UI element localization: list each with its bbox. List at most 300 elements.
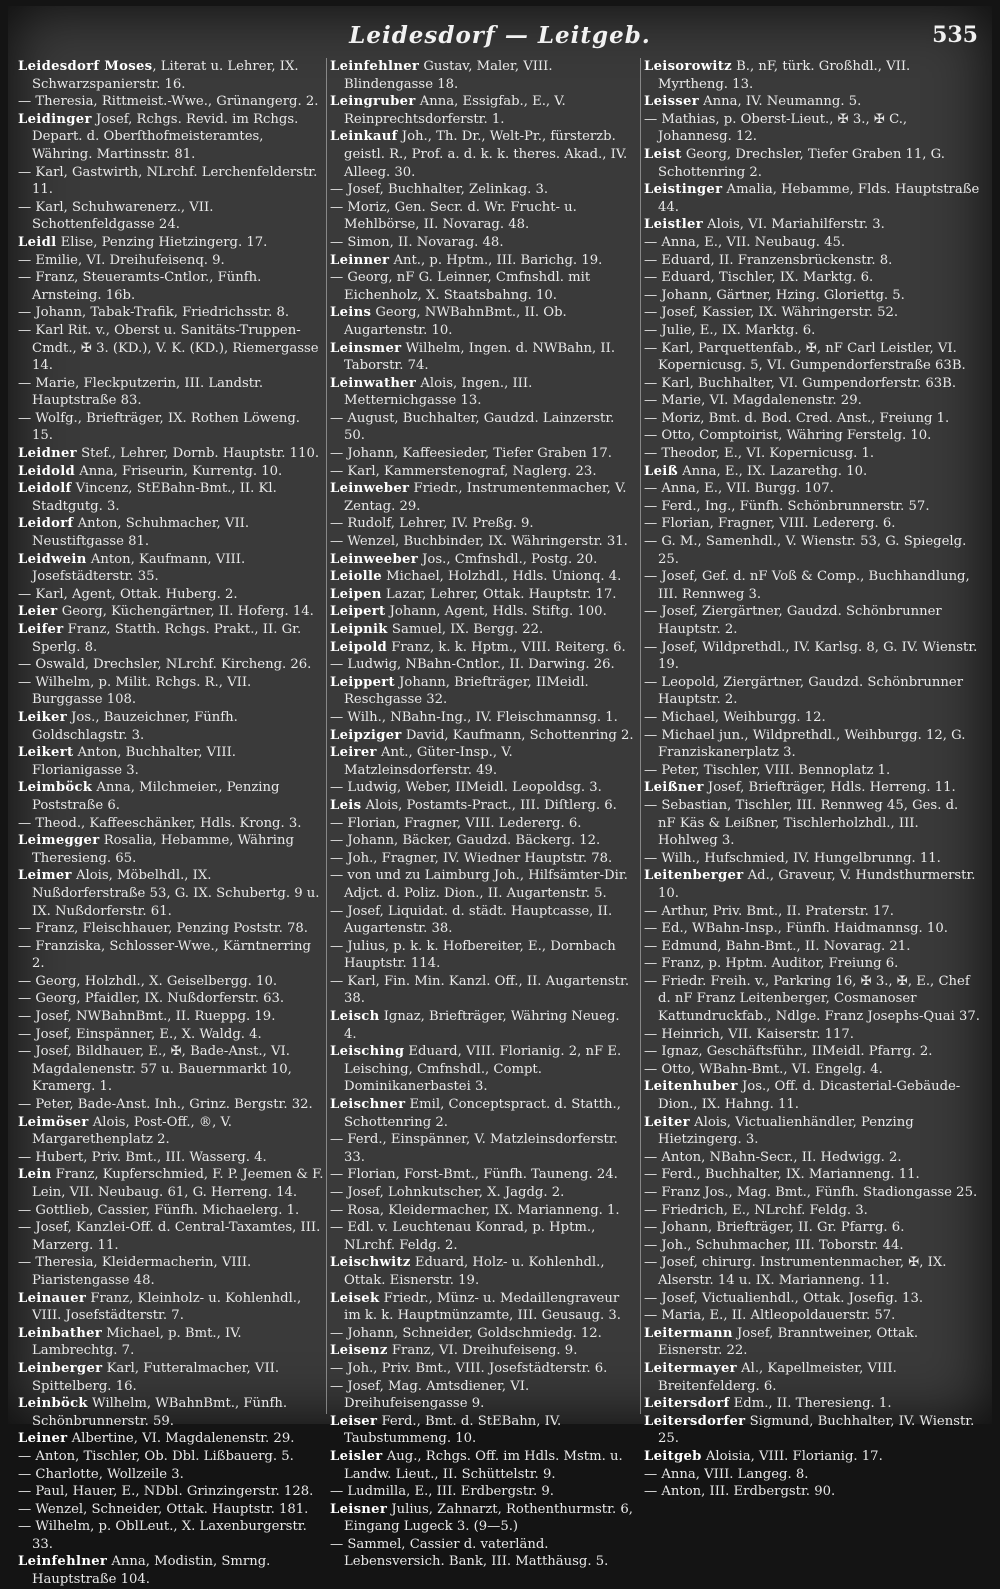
- directory-entry: [644, 533, 980, 568]
- entry-details: Anna, Modistin, Smrng. Hauptstraße 104.: [32, 1554, 271, 1588]
- entry-details: — Emilie, VI. Dreihufeisenq. 9.: [18, 252, 225, 268]
- directory-entry: [644, 252, 980, 270]
- entry-details: — Edmund, Bahn-Bmt., II. Novarag. 21.: [644, 938, 911, 954]
- directory-entry: [330, 1202, 636, 1220]
- entry-surname: Leist: [644, 146, 682, 162]
- entry-details: — Anna, VIII. Langeg. 8.: [644, 1466, 809, 1482]
- directory-entry: [18, 586, 324, 604]
- directory-entry: [644, 1448, 980, 1466]
- entry-details: — Karl, Gastwirth, NLrchf. Lerchenfelderstr. 11.: [18, 164, 318, 198]
- directory-entry: [18, 1483, 324, 1501]
- directory-entry: [330, 1325, 636, 1343]
- entry-details: Stef., Lehrer, Dornb. Hauptstr. 110.: [76, 446, 320, 462]
- entry-details: — Julius, p. k. k. Hofbereiter, E., Dornbach Hauptstr. 114.: [330, 938, 616, 972]
- entry-details: — Franz Jos., Mag. Bmt., Fünfh. Stadiongasse 25.: [644, 1185, 978, 1200]
- entry-details: Johann, Agent, Hdls. Stiftg. 100.: [385, 604, 607, 620]
- entry-details: Ad., Graveur, V. Hundsthurmerstr. 10.: [658, 868, 976, 901]
- directory-entry: [330, 269, 636, 304]
- entry-details: — Johann, Bäcker, Gaudzd. Bäckerg. 12.: [330, 833, 601, 849]
- directory-entry: [644, 797, 980, 850]
- entry-details: Friedr., Instrumentenmacher, V. Zentag. 29.: [344, 481, 627, 514]
- directory-entry: [18, 1114, 324, 1149]
- directory-entry: [644, 392, 980, 410]
- entry-surname: Leitermann: [644, 1325, 733, 1341]
- directory-entry: [330, 533, 636, 551]
- directory-entry: [644, 375, 980, 393]
- entry-surname: Leistinger: [644, 182, 723, 198]
- entry-details: Samuel, IX. Bergg. 22.: [387, 622, 544, 637]
- entry-surname: Leistler: [644, 217, 703, 233]
- directory-entry: [18, 1553, 324, 1588]
- directory-entry: [330, 938, 636, 973]
- entry-surname: Leimegger: [18, 833, 100, 849]
- entry-details: — Ferd., Einspänner, V. Matzleinsdorferstr. 33.: [330, 1132, 618, 1165]
- entry-details: Michael, Holzhdl., Hdls. Unionq. 4.: [381, 569, 622, 585]
- entry-details: — Moriz, Gen. Secr. d. Wr. Frucht- u. Mehlbörse, II. Novarag. 48.: [330, 199, 577, 233]
- entry-details: — Wilhelm, p. Milit. Rchgs. R., VII. Burggasse 108.: [18, 674, 252, 708]
- directory-entry: [330, 621, 636, 639]
- directory-entry: [18, 832, 324, 867]
- directory-entry: [644, 920, 980, 938]
- entry-details: — Franz, Steueramts-Cntlor., Fünfh. Arnsteing. 16b.: [18, 270, 262, 303]
- directory-entry: [644, 779, 980, 797]
- entry-details: — Josef, Ziergärtner, Gaudzd. Schönbrunner Hauptstr. 2.: [644, 604, 942, 637]
- entry-details: — Otto, WBahn-Bmt., VI. Engelg. 4.: [644, 1061, 883, 1077]
- directory-entry: [18, 199, 324, 234]
- entry-surname: Leinkauf: [330, 129, 398, 145]
- entry-details: Ant., Güter-Insp., V. Matzleinsdorferstr. 49.: [344, 745, 513, 778]
- entry-details: — Rudolf, Lehrer, IV. Preßg. 9.: [330, 516, 534, 532]
- directory-entry: [18, 1448, 324, 1466]
- directory-entry: [18, 1254, 324, 1289]
- directory-entry: [18, 973, 324, 991]
- entry-details: — Eduard, Tischler, IX. Marktg. 6.: [644, 270, 874, 286]
- entry-details: Ant., p. Hptm., III. Barichg. 19.: [389, 252, 603, 268]
- entry-details: Elise, Penzing Hietzingerg. 17.: [56, 234, 268, 250]
- entry-details: — Otto, Comptoirist, Währing Ferstelg. 10.: [644, 428, 932, 444]
- directory-entry: [330, 252, 636, 270]
- directory-entry: [644, 603, 980, 638]
- entry-surname: Leipert: [330, 604, 386, 620]
- entry-surname: Leinweeber: [330, 551, 418, 567]
- directory-entry: [18, 480, 324, 515]
- entry-surname: Leiser: [330, 1413, 378, 1429]
- entry-details: — Karl, Agent, Ottak. Huberg. 2.: [18, 586, 238, 602]
- entry-details: Julius, Zahnarzt, Rothenthurmstr. 6, Eingang Lugeck 3. (9—5.): [344, 1501, 633, 1535]
- entry-details: — Mathias, p. Oberst-Lieut., ✠ 3., ✠ C., Johannesg. 12.: [644, 111, 908, 145]
- directory-entry: [644, 111, 980, 146]
- directory-entry: [18, 1008, 324, 1026]
- directory-entry: [644, 938, 980, 956]
- directory-entry: [644, 727, 980, 762]
- entry-surname: Leingruber: [330, 94, 416, 110]
- directory-entry: [330, 1536, 636, 1571]
- entry-details: Emil, Conceptspract. d. Statth., Schottenring 2.: [344, 1097, 621, 1130]
- entry-details: — Sammel, Cassier d. vaterländ. Lebensversich. Bank, III. Matthäusg. 5.: [330, 1536, 609, 1570]
- entry-surname: Leisler: [330, 1448, 383, 1464]
- entry-details: — Arthur, Priv. Bmt., II. Praterstr. 17.: [644, 903, 894, 919]
- entry-details: — Karl, Parquettenfab., ✠, nF Carl Leistler, VI. Kopernicusg. 5, VI. Gumpendorferstraße 63B.: [644, 340, 966, 374]
- entry-details: — Franz, p. Hptm. Auditor, Freiung 6.: [644, 956, 899, 972]
- entry-surname: Leimöser: [18, 1114, 89, 1130]
- directory-entry: [330, 1096, 636, 1131]
- entry-details: Eduard, Holz- u. Kohlenhdl., Ottak. Eisnerstr. 19.: [344, 1255, 605, 1288]
- directory-entry: [644, 304, 980, 322]
- entry-details: — Wilh., NBahn-Ing., IV. Fleischmannsg. 1.: [330, 709, 618, 725]
- entry-details: — Theresia, Kleidermacherin, VIII. Piaristengasse 48.: [18, 1255, 252, 1288]
- directory-entry: [644, 445, 980, 463]
- entry-details: — Moriz, Bmt. d. Bod. Cred. Anst., Freiung 1.: [644, 410, 950, 426]
- entry-details: — Joh., Schuhmacher, III. Toborstr. 44.: [644, 1237, 904, 1253]
- entry-surname: Leier: [18, 604, 58, 620]
- entry-details: — Joh., Fragner, IV. Wiedner Hauptstr. 78.: [330, 850, 613, 866]
- entry-surname: Leischner: [330, 1097, 406, 1113]
- entry-surname: Leisenz: [330, 1343, 388, 1359]
- entry-details: — Georg, Holzhdl., X. Geiselbergg. 10.: [18, 973, 278, 989]
- directory-entry: [330, 1043, 636, 1096]
- directory-entry: [330, 973, 636, 1008]
- directory-entry: [18, 551, 324, 586]
- directory-entry: [644, 498, 980, 516]
- directory-entry: [18, 815, 324, 833]
- directory-entry: [644, 1149, 980, 1167]
- directory-entry: [18, 515, 324, 550]
- entry-details: — Josef, Einspänner, E., X. Waldg. 4.: [18, 1026, 262, 1042]
- directory-entry: [18, 603, 324, 621]
- directory-entry: [18, 164, 324, 199]
- directory-entry: [330, 480, 636, 515]
- entry-surname: Leinfehlner: [330, 59, 420, 74]
- directory-entry: [18, 1166, 324, 1201]
- directory-entry: [330, 1166, 636, 1184]
- entry-surname: Leis: [330, 797, 362, 813]
- directory-entry: [644, 1413, 980, 1448]
- entry-details: Anton, Schuhmacher, VII. Neustiftgasse 81.: [32, 516, 250, 550]
- directory-entry: [330, 727, 636, 745]
- entry-surname: Leischwitz: [330, 1255, 411, 1271]
- entry-details: Alois, Ingen., III. Metternichgasse 13.: [344, 375, 533, 409]
- directory-entry: [330, 1008, 636, 1043]
- entry-details: — Anton, III. Erdbergstr. 90.: [644, 1484, 836, 1500]
- directory-entry: [18, 1518, 324, 1553]
- entry-details: — Heinrich, VII. Kaiserstr. 117.: [644, 1026, 854, 1042]
- entry-surname: Leitersdorf: [644, 1396, 730, 1412]
- directory-entry: [644, 322, 980, 340]
- directory-entry: [18, 375, 324, 410]
- entry-details: — Wilhelm, p. OblLeut., X. Laxenburgerstr. 33.: [18, 1519, 307, 1552]
- directory-entry: [644, 1078, 980, 1113]
- directory-entry: [18, 58, 324, 93]
- directory-entry: [644, 463, 980, 481]
- entry-surname: Leiolle: [330, 569, 382, 585]
- entry-details: Karl, Futteralmacher, VII. Spittelberg. 16.: [32, 1360, 280, 1394]
- entry-surname: Leins: [330, 305, 372, 321]
- entry-details: Albertine, VI. Magdalenenstr. 29.: [67, 1431, 295, 1447]
- entry-details: — Ed., WBahn-Insp., Fünfh. Haidmannsg. 10.: [644, 921, 948, 937]
- entry-surname: Leimer: [18, 868, 72, 884]
- directory-page: [8, 6, 992, 1588]
- running-head: Leidesdorf — Leitgeb.: [349, 22, 651, 49]
- entry-details: — Franz, Fleischhauer, Penzing Poststr. 78.: [18, 921, 308, 937]
- entry-details: — Josef, Gef. d. nF Voß & Comp., Buchhandlung, III. Rennweg 3.: [644, 569, 970, 602]
- entry-surname: Leidinger: [18, 111, 92, 127]
- directory-entry: [644, 216, 980, 234]
- directory-entry: [18, 304, 324, 322]
- directory-entry: [18, 656, 324, 674]
- directory-entry: [644, 146, 980, 181]
- directory-entry: [644, 867, 980, 902]
- entry-surname: Leisching: [330, 1044, 405, 1060]
- entry-details: — Josef, Buchhalter, Zelinkag. 3.: [330, 182, 549, 198]
- entry-details: Georg, NWBahnBmt., II. Ob. Augartenstr. 10.: [344, 305, 567, 338]
- column-1: [18, 58, 324, 1588]
- entry-surname: Leidold: [18, 463, 76, 479]
- directory-entry: [330, 93, 636, 128]
- entry-details: Ignaz, Briefträger, Währing Neueg. 4.: [344, 1009, 620, 1042]
- directory-entry: [644, 93, 980, 111]
- directory-entry: [644, 1026, 980, 1044]
- directory-entry: [644, 903, 980, 921]
- entry-details: Lazar, Lehrer, Ottak. Hauptstr. 17.: [381, 586, 617, 602]
- directory-entry: [330, 832, 636, 850]
- entry-surname: Leidl: [18, 234, 57, 250]
- entry-surname: Leisner: [330, 1501, 388, 1517]
- directory-entry: [644, 340, 980, 375]
- entry-details: — Ludmilla, E., III. Erdbergstr. 9.: [330, 1484, 554, 1500]
- entry-surname: Leidwein: [18, 551, 87, 567]
- entry-surname: Leikert: [18, 745, 74, 761]
- entry-surname: Leipold: [330, 639, 388, 655]
- directory-entry: [644, 1254, 980, 1289]
- directory-entry: [18, 234, 324, 252]
- directory-entry: [644, 181, 980, 216]
- directory-entry: [644, 515, 980, 533]
- entry-details: — Johann, Gärtner, Hzing. Gloriettg. 5.: [644, 287, 905, 303]
- entry-details: — Wenzel, Buchbinder, IX. Währingerstr. 31.: [330, 534, 628, 550]
- entry-details: — Josef, Kassier, IX. Währingerstr. 52.: [644, 305, 899, 321]
- directory-entry: [18, 744, 324, 779]
- entry-details: Johann, Briefträger, IIMeidl. Reschgasse 32.: [344, 674, 589, 708]
- entry-surname: Leinfehlner: [18, 1554, 108, 1570]
- entry-surname: Leinner: [330, 252, 390, 268]
- directory-entry: [18, 1149, 324, 1167]
- entry-details: — Ferd., Buchhalter, IX. Marianneng. 11.: [644, 1167, 920, 1183]
- directory-entry: [18, 445, 324, 463]
- entry-details: — Karl Rit. v., Oberst u. Sanitäts-Truppen-Cmdt., ✠ 3. (KD.), V. K. (KD.), Riemergasse 14.: [18, 322, 319, 374]
- entry-details: — Florian, Fragner, VIII. Ledererg. 6.: [644, 516, 896, 532]
- entry-details: — von und zu Laimburg Joh., Hilfsämter-Dir. Adjct. d. Poliz. Dion., II. Augartenstr. 5.: [330, 868, 628, 901]
- directory-entry: [330, 1290, 636, 1325]
- directory-entry: [330, 181, 636, 199]
- directory-entry: [330, 674, 636, 709]
- directory-entry: [18, 410, 324, 445]
- entry-details: — Johann, Schneider, Goldschmiedg. 12.: [330, 1325, 602, 1341]
- directory-entry: [644, 1483, 980, 1501]
- directory-entry: [18, 1395, 324, 1430]
- entry-details: — Friedrich, E., NLrchf. Feldg. 3.: [644, 1202, 868, 1218]
- directory-entry: [644, 1043, 980, 1061]
- entry-details: — Georg, nF G. Leinner, Cmfnshdl. mit Eichenholz, X. Staatsbahng. 10.: [330, 270, 591, 303]
- entry-details: Gustav, Maler, VIII. Blindengasse 18.: [344, 59, 553, 92]
- entry-details: — Joh., Priv. Bmt., VIII. Josefstädterstr. 6.: [330, 1360, 608, 1376]
- entry-surname: Leitenberger: [644, 868, 744, 884]
- entry-surname: Leisser: [644, 94, 699, 110]
- directory-entry: [330, 58, 636, 93]
- entry-details: — Rosa, Kleidermacher, IX. Marianneng. 1.: [330, 1202, 620, 1218]
- entry-surname: Leinwather: [330, 375, 417, 391]
- directory-entry: [18, 709, 324, 744]
- entry-details: — Peter, Bade-Anst. Inh., Grinz. Bergstr. 32.: [18, 1097, 313, 1113]
- entry-details: — Wenzel, Schneider, Ottak. Hauptstr. 181.: [18, 1501, 309, 1517]
- entry-details: Anna, E., IX. Lazarethg. 10.: [677, 463, 868, 479]
- directory-entry: [330, 1378, 636, 1413]
- entry-details: — Wolfg., Briefträger, IX. Rothen Löweng. 15.: [18, 410, 300, 444]
- entry-details: Michael, p. Bmt., IV. Lambrechtg. 7.: [32, 1325, 242, 1359]
- entry-details: — Michael jun., Wildprethdl., Weihburgg. 12, G. Franziskanerplatz 3.: [644, 727, 966, 761]
- directory-entry: [330, 463, 636, 481]
- directory-entry: [644, 427, 980, 445]
- directory-entry: [330, 1342, 636, 1360]
- entry-details: Sigmund, Buchhalter, IV. Wienstr. 25.: [658, 1413, 975, 1447]
- directory-entry: [330, 1413, 636, 1448]
- entry-surname: Leitenhuber: [644, 1079, 738, 1095]
- entry-details: — Maria, E., II. Altleopoldauerstr. 57.: [644, 1308, 896, 1324]
- entry-details: — Ludwig, NBahn-Cntlor., II. Darwing. 26.: [330, 657, 615, 673]
- entry-surname: Leisorowitz: [644, 59, 732, 74]
- entry-details: — Theod., Kaffeeschänker, Hdls. Krong. 3.: [18, 815, 302, 831]
- entry-details: Josef, Rchgs. Revid. im Rchgs. Depart. d. Oberſthofmeisteramtes, Währing. Martinsstr. 81.: [32, 111, 299, 162]
- entry-details: — Karl, Fin. Min. Kanzl. Off., II. Augartenstr. 38.: [330, 973, 630, 1007]
- directory-entry: [644, 287, 980, 305]
- entry-details: — Hubert, Priv. Bmt., III. Wasserg. 4.: [18, 1149, 267, 1165]
- directory-entry: [330, 744, 636, 779]
- directory-entry: [644, 1114, 980, 1149]
- entry-details: — Johann, Kaffeesieder, Tiefer Graben 17.: [330, 446, 612, 462]
- entry-details: — Franziska, Schlosser-Wwe., Kärntnerring 2.: [18, 938, 311, 972]
- entry-details: — Leopold, Ziergärtner, Gaudzd. Schönbrunner Hauptstr. 2.: [644, 674, 964, 708]
- directory-entry: [18, 621, 324, 656]
- directory-entry: [644, 639, 980, 674]
- directory-entry: [644, 1237, 980, 1255]
- entry-details: — Georg, Pfaidler, IX. Nußdorferstr. 63.: [18, 991, 285, 1007]
- entry-details: Anna, Friseurin, Kurrentg. 10.: [75, 463, 283, 479]
- directory-entry: [18, 990, 324, 1008]
- directory-entry: [18, 1043, 324, 1096]
- directory-entry: [330, 375, 636, 410]
- directory-entry: [644, 674, 980, 709]
- entry-details: Alois, Post-Off., ®, V. Margarethenplatz 2.: [32, 1114, 232, 1148]
- directory-entry: [330, 515, 636, 533]
- entry-surname: Lein: [18, 1167, 52, 1183]
- column-3: [644, 58, 980, 1500]
- entry-details: Al., Kapellmeister, VIII. Breitenfelderg. 6.: [658, 1360, 897, 1394]
- entry-details: — August, Buchhalter, Gaudzd. Lainzerstr. 50.: [330, 410, 615, 444]
- entry-details: B., nF, türk. Großhdl., VII. Myrtheng. 13.: [658, 59, 911, 92]
- entry-details: Friedr., Münz- u. Medaillengraveur im k. k. Hauptmünzamte, III. Geusaug. 3.: [344, 1290, 621, 1324]
- entry-details: Georg, Drechsler, Tiefer Graben 11, G. Schottenring 2.: [658, 146, 945, 180]
- entry-surname: Leitgeb: [644, 1448, 702, 1464]
- directory-entry: [18, 463, 324, 481]
- entry-details: — Ferd., Ing., Fünfh. Schönbrunnerstr. 57.: [644, 498, 930, 514]
- entry-surname: Leimböck: [18, 780, 93, 796]
- directory-entry: [18, 1466, 324, 1484]
- directory-entry: [18, 674, 324, 709]
- column-2: [330, 58, 636, 1570]
- entry-details: — Josef, Lohnkutscher, X. Jagdg. 2.: [330, 1185, 565, 1200]
- directory-entry: [330, 1254, 636, 1289]
- entry-details: Wilhelm, WBahnBmt., Fünfh. Schönbrunnerstr. 59.: [32, 1396, 288, 1429]
- entry-details: Anton, Kaufmann, VIII. Josefstädterstr. 35.: [32, 551, 246, 585]
- entry-surname: Leidner: [18, 446, 77, 462]
- entry-details: Edm., II. Theresieng. 1.: [729, 1396, 892, 1412]
- directory-entry: [330, 797, 636, 815]
- entry-details: , Literat u. Lehrer, IX. Schwarzspanierstr. 16.: [32, 59, 299, 92]
- directory-entry: [330, 1483, 636, 1501]
- entry-details: Joh., Th. Dr., Welt-Pr., fürsterzb. geistl. R., Prof. a. d. k. k. theres. Akad., IV. Alleeg. 30.: [344, 129, 628, 180]
- directory-entry: [644, 58, 980, 93]
- entry-details: Ferd., Bmt. d. StEBahn, IV. Taubstummeng. 10.: [344, 1413, 562, 1447]
- directory-entry: [18, 1202, 324, 1220]
- entry-details: — Florian, Forst-Bmt., Fünfh. Tauneng. 24.: [330, 1167, 618, 1183]
- entry-details: Eduard, VIII. Florianig. 2, nF E. Leisching, Cmfnshdl., Compt. Dominikanerbastei 3.: [344, 1044, 622, 1095]
- entry-details: — Friedr. Freih. v., Parkring 16, ✠ 3., ✠, E., Chef d. nF Franz Leitenberger, Cosmanoser Kattundruckfab., Ndlge. Franz Josephs-Quai 37.: [644, 973, 980, 1025]
- directory-entry: [330, 234, 636, 252]
- directory-entry: [330, 1501, 636, 1536]
- directory-entry: [644, 410, 980, 428]
- directory-entry: [330, 656, 636, 674]
- directory-entry: [644, 709, 980, 727]
- directory-entry: [18, 322, 324, 375]
- directory-entry: [330, 903, 636, 938]
- directory-entry: [18, 1360, 324, 1395]
- entry-details: — Edl. v. Leuchtenau Konrad, p. Hptm., NLrchf. Feldg. 2.: [330, 1220, 596, 1253]
- entry-details: Jos., Off. d. Dicasterial-Gebäude-Dion., IX. Hahng. 11.: [658, 1079, 961, 1113]
- entry-details: Jos., Cmfnshdl., Postg. 20.: [417, 551, 598, 567]
- entry-details: — Charlotte, Wollzeile 3.: [18, 1466, 184, 1482]
- entry-details: Alois, Victualienhändler, Penzing Hietzingerg. 3.: [658, 1114, 914, 1148]
- directory-entry: [644, 1061, 980, 1079]
- directory-entry: [18, 1501, 324, 1519]
- entry-surname: Leidolf: [18, 481, 72, 497]
- entry-details: — Simon, II. Novarag. 48.: [330, 234, 504, 250]
- directory-entry: [644, 269, 980, 287]
- entry-details: — G. M., Samenhdl., V. Wienstr. 53, G. Spiegelg. 25.: [644, 534, 967, 567]
- entry-details: — Anna, E., VII. Neubaug. 45.: [644, 234, 846, 250]
- directory-entry: [330, 850, 636, 868]
- directory-entry: [644, 973, 980, 1026]
- directory-entry: [330, 1184, 636, 1202]
- directory-entry: [18, 779, 324, 814]
- entry-details: — Josef, Bildhauer, E., ✠, Bade-Anst., VI. Magdalenenstr. 57 u. Bauernmarkt 10, Kramerg. 1.: [18, 1044, 292, 1095]
- entry-details: — Sebastian, Tischler, III. Rennweg 45, Ges. d. nF Käs & Leißner, Tischlerholzhdl., III. Hohlweg 3.: [644, 797, 959, 849]
- entry-surname: Leippert: [330, 674, 395, 690]
- entry-details: — Oswald, Drechsler, NLrchf. Kircheng. 26.: [18, 657, 312, 673]
- entry-surname: Leipnik: [330, 622, 388, 637]
- entry-details: — Josef, chirurg. Instrumentenmacher, ✠, IX. Alserstr. 14 u. IX. Marianneng. 11.: [644, 1255, 947, 1288]
- directory-entry: [644, 1184, 980, 1202]
- entry-details: Franz, Statth. Rchgs. Prakt., II. Gr. Sperlg. 8.: [32, 622, 302, 655]
- entry-surname: Leiß: [644, 463, 678, 479]
- directory-entry: [330, 867, 636, 902]
- entry-details: — Karl, Schuhwarenerz., VII. Schottenfeldgasse 24.: [18, 199, 214, 233]
- entry-details: — Josef, Kanzlei-Off. d. Central-Taxamtes, III. Marzerg. 11.: [18, 1220, 321, 1253]
- directory-entry: [330, 128, 636, 181]
- directory-entry: [330, 1219, 636, 1254]
- page-header: [8, 10, 992, 62]
- directory-entry: [644, 1360, 980, 1395]
- entry-surname: Leidorf: [18, 516, 74, 532]
- directory-entry: [644, 1290, 980, 1308]
